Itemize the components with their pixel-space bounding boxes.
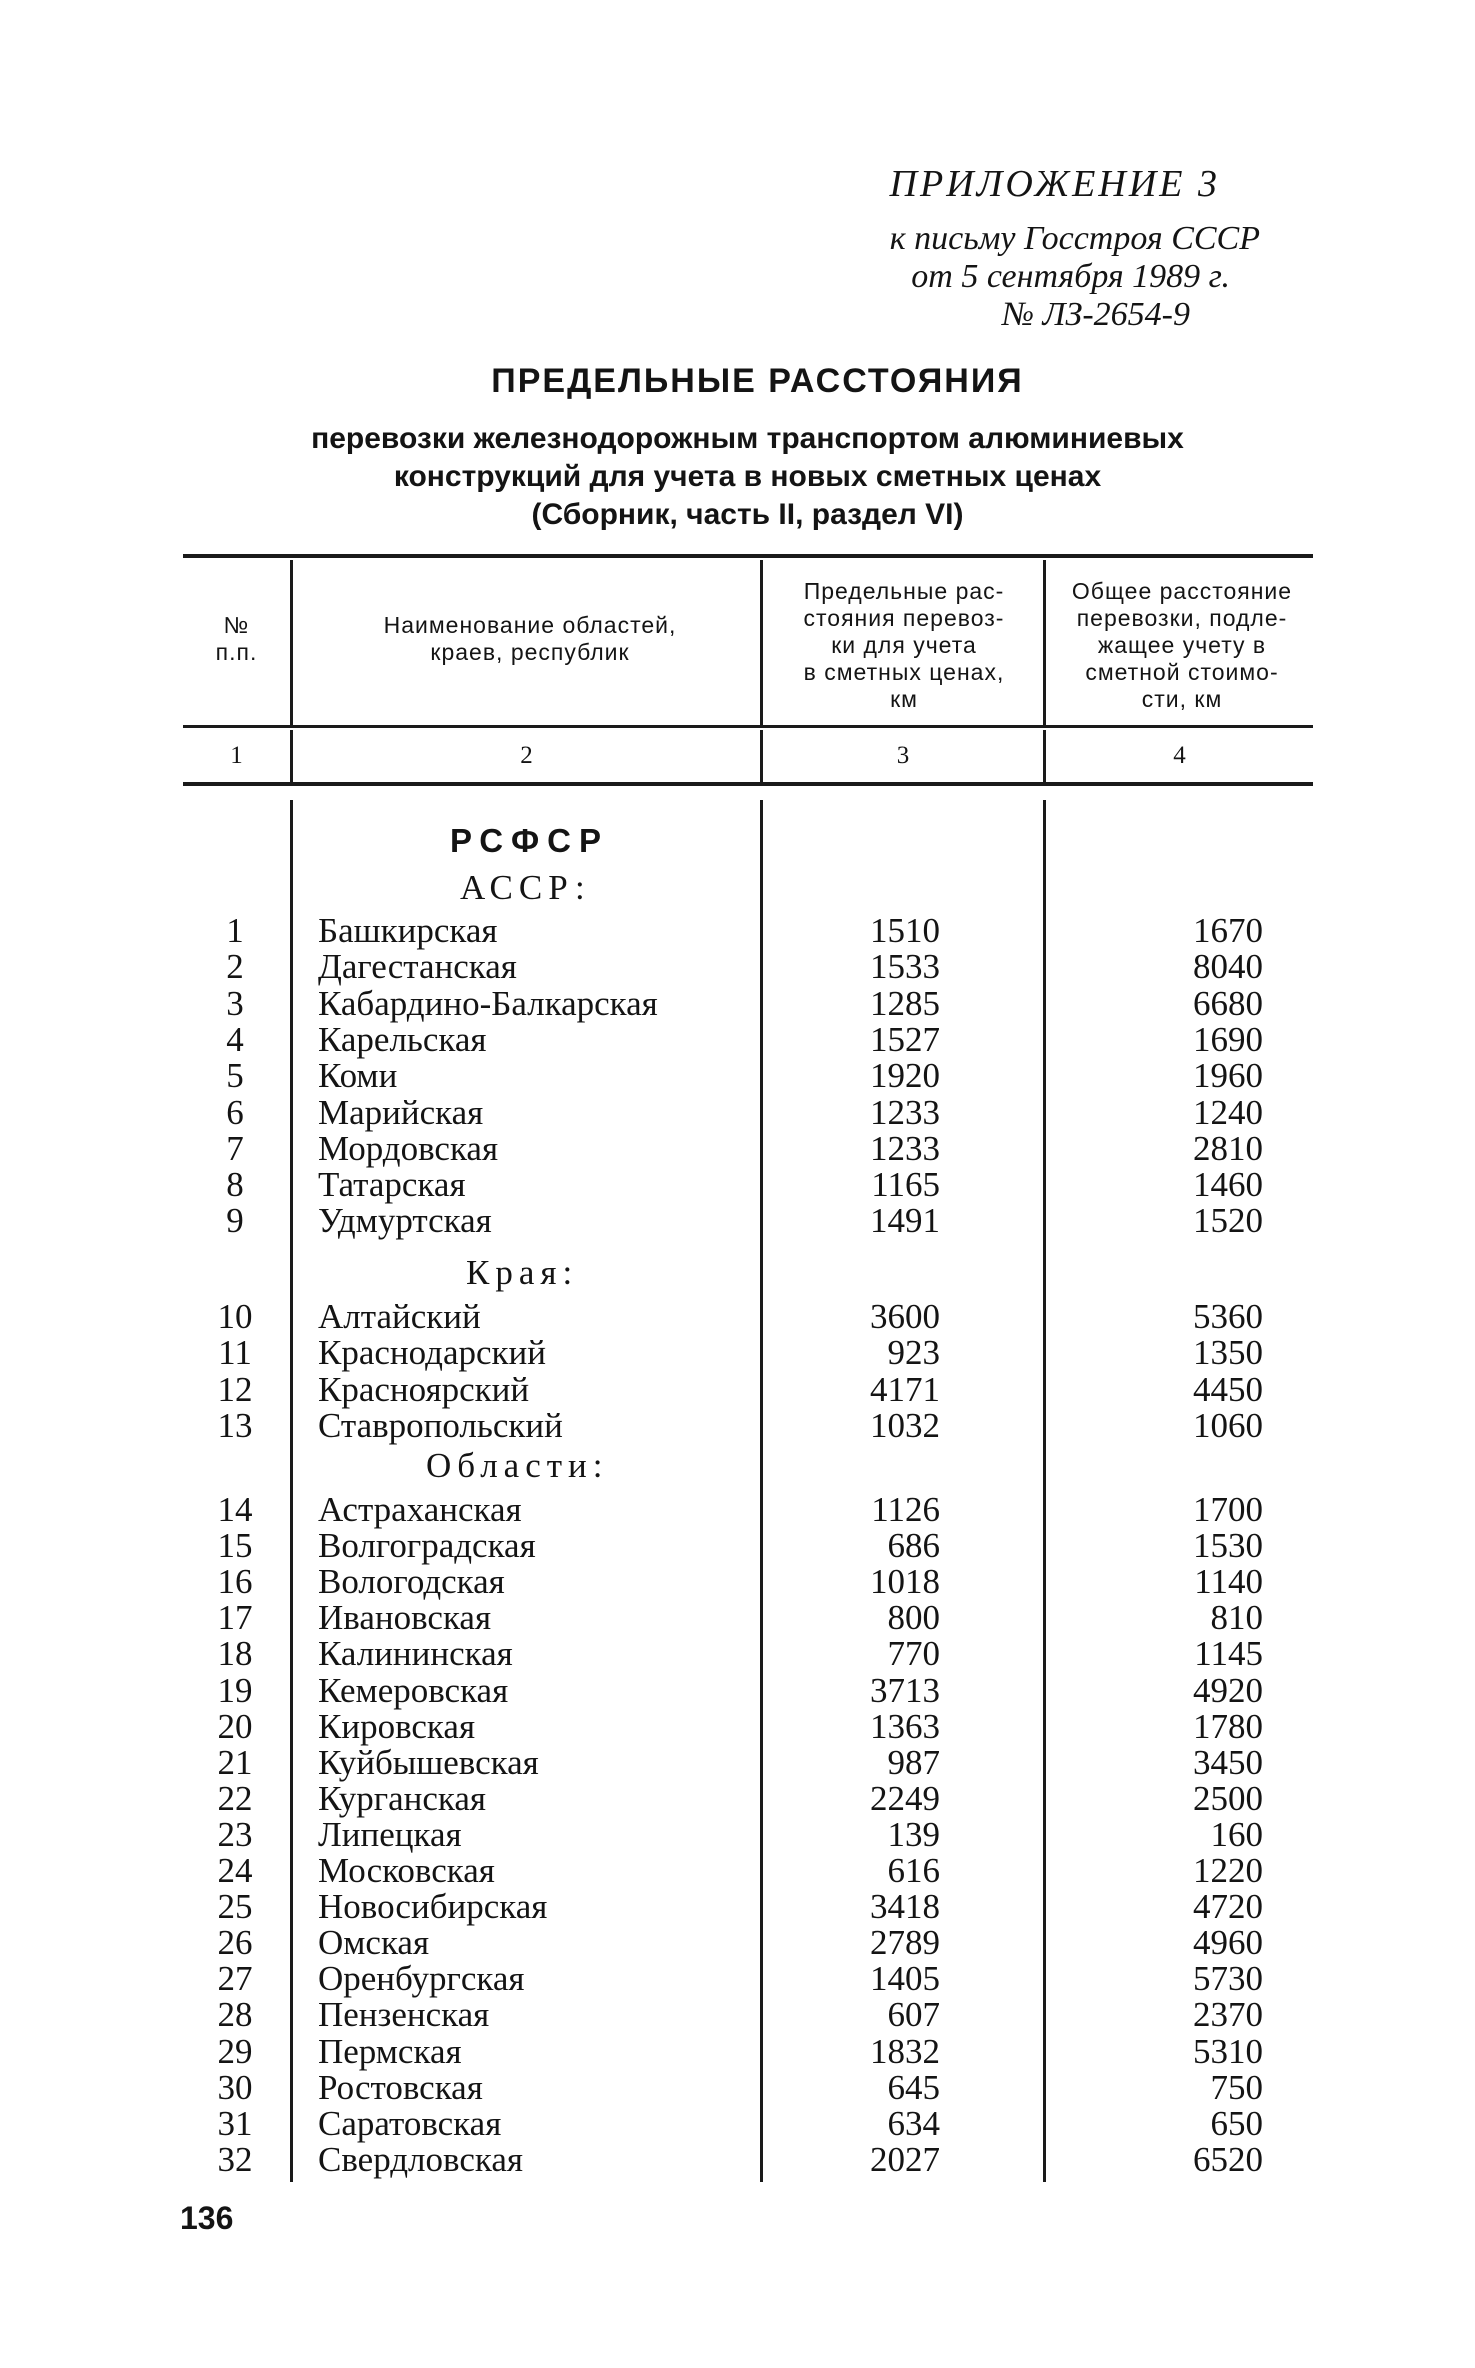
row-number: 21 <box>217 1742 253 1782</box>
table-row <box>0 1528 1475 1564</box>
row-total-distance: 4960 <box>1193 1923 1263 1963</box>
row-total-distance: 1780 <box>1193 1706 1263 1746</box>
row-limit-distance: 1285 <box>870 983 940 1023</box>
row-total-distance: 4920 <box>1193 1670 1263 1710</box>
table-row <box>0 1335 1475 1371</box>
table-row <box>0 1814 1475 1854</box>
row-region-name: Курганская <box>318 1778 486 1818</box>
row-limit-distance: 686 <box>887 1526 940 1566</box>
table-row <box>0 1889 1475 1925</box>
section-rsfsr: РСФСР <box>450 822 610 859</box>
appendix-title: ПРИЛОЖЕНИЕ 3 <box>889 163 1220 205</box>
row-total-distance: 1145 <box>1194 1634 1263 1674</box>
row-region-name: Липецкая <box>318 1814 462 1854</box>
appendix-block <box>890 160 1260 334</box>
row-total-distance: 6520 <box>1193 2139 1263 2179</box>
table-row <box>0 2031 1475 2071</box>
row-number: 14 <box>217 1490 253 1529</box>
row-limit-distance: 1491 <box>870 1201 940 1241</box>
table-row <box>0 1299 1475 1335</box>
row-total-distance: 5310 <box>1193 2031 1263 2071</box>
subtitle-line-3: (Сборник, часть II, раздел VI) <box>531 498 964 531</box>
document-title: ПРЕДЕЛЬНЫЕ РАССТОЯНИЯ <box>491 362 1024 400</box>
row-region-name: Саратовская <box>318 2103 502 2143</box>
section-assr: АССР: <box>460 868 591 907</box>
appendix-number-line: № ЛЗ-2654-9 <box>1001 296 1190 333</box>
table-row <box>0 1058 1475 1094</box>
row-limit-distance: 1533 <box>870 947 940 987</box>
column-number-2: 2 <box>520 742 533 769</box>
row-number: 28 <box>217 1995 253 2035</box>
row-limit-distance: 1032 <box>870 1405 940 1445</box>
row-region-name: Краснодарский <box>318 1333 546 1373</box>
table-row <box>0 1167 1475 1203</box>
appendix-letter-line: к письму Госстроя СССР <box>889 220 1260 257</box>
row-total-distance: 2500 <box>1193 1778 1263 1818</box>
row-region-name: Пензенская <box>318 1995 490 2035</box>
header-divider-3 <box>1043 560 1046 725</box>
row-number: 1 <box>226 911 244 950</box>
table-row <box>0 1636 1475 1672</box>
row-region-name: Куйбышевская <box>318 1742 539 1782</box>
row-region-name: Кемеровская <box>318 1670 509 1710</box>
row-number: 8 <box>226 1165 244 1205</box>
row-limit-distance: 645 <box>887 2067 940 2107</box>
row-total-distance: 6680 <box>1193 983 1263 1023</box>
row-total-distance: 160 <box>1210 1814 1263 1854</box>
table-row <box>0 1492 1475 1528</box>
section-oblasti: Области: <box>426 1446 609 1485</box>
document-subtitle <box>10 420 1475 534</box>
column-number-1: 1 <box>230 742 243 769</box>
row-number: 26 <box>217 1923 253 1963</box>
row-total-distance: 650 <box>1210 2103 1263 2143</box>
row-total-distance: 1670 <box>1193 911 1263 950</box>
row-number: 18 <box>217 1634 253 1674</box>
row-number: 23 <box>217 1814 253 1854</box>
header-bottom-rule <box>183 725 1313 728</box>
row-number: 19 <box>217 1670 253 1710</box>
table-row <box>0 1778 1475 1818</box>
table-row <box>0 1742 1475 1782</box>
row-region-name: Кировская <box>318 1706 476 1746</box>
row-limit-distance: 634 <box>887 2103 940 2143</box>
row-limit-distance: 1405 <box>870 1959 940 1999</box>
table-row <box>0 1961 1475 1997</box>
row-total-distance: 5360 <box>1193 1297 1263 1336</box>
header-divider-1 <box>290 560 293 725</box>
table-row <box>0 983 1475 1023</box>
row-region-name: Оренбургская <box>318 1959 525 1999</box>
row-total-distance: 1220 <box>1193 1851 1263 1890</box>
row-region-name: Марийская <box>318 1092 484 1132</box>
row-total-distance: 8040 <box>1193 947 1263 987</box>
header-region-name: Наименование областей, краев, республик <box>383 612 677 665</box>
table-row <box>0 1203 1475 1239</box>
row-region-name: Ростовская <box>318 2067 483 2107</box>
row-total-distance: 1460 <box>1193 1165 1263 1205</box>
row-limit-distance: 3600 <box>870 1297 940 1336</box>
row-limit-distance: 1018 <box>870 1562 940 1602</box>
table-row <box>0 1092 1475 1132</box>
row-limit-distance: 2789 <box>870 1923 940 1963</box>
row-limit-distance: 4171 <box>870 1369 940 1409</box>
column-number-4: 4 <box>1173 742 1186 769</box>
row-number: 7 <box>226 1128 244 1168</box>
row-total-distance: 1060 <box>1193 1405 1263 1445</box>
row-region-name: Свердловская <box>318 2139 523 2179</box>
row-number: 22 <box>217 1778 253 1818</box>
row-total-distance: 1140 <box>1194 1562 1263 1602</box>
row-limit-distance: 2027 <box>870 2139 940 2179</box>
table-row <box>0 1405 1475 1445</box>
table-row <box>0 949 1475 985</box>
row-total-distance: 1520 <box>1193 1201 1263 1241</box>
table-row <box>0 913 1475 949</box>
subtitle-line-2: конструкций для учета в новых сметных ценах <box>393 460 1102 493</box>
row-total-distance: 4720 <box>1193 1887 1263 1927</box>
row-total-distance: 5730 <box>1193 1959 1263 1999</box>
row-limit-distance: 1920 <box>870 1056 940 1096</box>
table-row <box>0 2067 1475 2107</box>
row-region-name: Удмуртская <box>318 1201 492 1241</box>
row-limit-distance: 1165 <box>871 1165 940 1205</box>
row-region-name: Алтайский <box>318 1297 481 1336</box>
row-number: 13 <box>217 1405 253 1445</box>
table-row <box>0 1925 1475 1961</box>
row-limit-distance: 2249 <box>870 1778 940 1818</box>
row-total-distance: 4450 <box>1193 1369 1263 1409</box>
row-number: 5 <box>226 1056 244 1096</box>
row-number: 25 <box>217 1887 253 1927</box>
row-number: 31 <box>217 2103 253 2143</box>
header-limit-distance: Предельные рас- стояния перевоз- ки для учета в сметных ценах, км <box>803 578 1005 712</box>
row-total-distance: 750 <box>1210 2067 1263 2107</box>
row-total-distance: 1240 <box>1193 1092 1263 1132</box>
row-region-name: Пермская <box>318 2031 462 2071</box>
row-number: 10 <box>217 1297 253 1336</box>
row-total-distance: 810 <box>1210 1598 1263 1638</box>
row-limit-distance: 923 <box>887 1333 940 1373</box>
row-limit-distance: 1233 <box>870 1128 940 1168</box>
column-number-3: 3 <box>896 742 910 769</box>
row-number: 9 <box>226 1201 244 1241</box>
table-row <box>0 1853 1475 1889</box>
row-limit-distance: 1233 <box>870 1092 940 1132</box>
table-row <box>0 1369 1475 1409</box>
row-number: 15 <box>217 1526 253 1566</box>
table-row <box>0 1670 1475 1710</box>
table-row <box>0 1019 1475 1059</box>
row-region-name: Дагестанская <box>318 947 517 987</box>
row-total-distance: 1350 <box>1193 1333 1263 1373</box>
row-number: 6 <box>226 1092 244 1132</box>
table-row <box>0 1997 1475 2033</box>
row-number: 29 <box>217 2031 253 2071</box>
row-limit-distance: 987 <box>887 1742 940 1782</box>
row-number: 24 <box>217 1851 253 1890</box>
colnum-bottom-rule <box>183 782 1313 786</box>
table-row <box>0 2139 1475 2179</box>
table-row <box>0 1706 1475 1746</box>
row-number: 27 <box>217 1959 253 1999</box>
row-region-name: Башкирская <box>318 911 498 950</box>
row-limit-distance: 770 <box>887 1634 940 1674</box>
table-top-rule <box>183 554 1313 558</box>
row-total-distance: 1690 <box>1193 1019 1263 1059</box>
row-region-name: Коми <box>318 1056 398 1096</box>
row-limit-distance: 1126 <box>871 1490 940 1529</box>
row-region-name: Мордовская <box>318 1128 499 1168</box>
row-region-name: Омская <box>318 1923 430 1963</box>
row-number: 17 <box>217 1598 253 1638</box>
row-total-distance: 2370 <box>1193 1995 1263 2035</box>
row-region-name: Калининская <box>318 1634 513 1674</box>
row-region-name: Карельская <box>318 1019 487 1059</box>
table-row <box>0 1600 1475 1636</box>
row-limit-distance: 1527 <box>870 1019 940 1059</box>
section-kraya: Края: <box>466 1253 579 1292</box>
row-limit-distance: 607 <box>887 1995 940 2035</box>
row-number: 11 <box>218 1333 252 1373</box>
row-total-distance: 1700 <box>1193 1490 1263 1529</box>
row-total-distance: 2810 <box>1193 1128 1263 1168</box>
row-region-name: Ивановская <box>318 1598 492 1638</box>
row-limit-distance: 139 <box>887 1814 940 1854</box>
header-total-distance: Общее расстояние перевозки, подле- жащее учету в сметной стоимо- сти, км <box>1071 578 1293 712</box>
row-number: 2 <box>226 947 244 987</box>
table-row <box>0 1564 1475 1600</box>
row-limit-distance: 1832 <box>870 2031 940 2071</box>
row-total-distance: 1530 <box>1193 1526 1263 1566</box>
row-total-distance: 3450 <box>1193 1742 1263 1782</box>
row-number: 32 <box>217 2139 253 2179</box>
row-limit-distance: 3713 <box>870 1670 940 1710</box>
header-number: № п.п. <box>215 612 258 665</box>
row-region-name: Красноярский <box>318 1369 530 1409</box>
appendix-date-line: от 5 сентября 1989 г. <box>911 258 1230 295</box>
row-limit-distance: 1510 <box>870 911 940 950</box>
row-number: 3 <box>226 983 244 1023</box>
row-region-name: Астраханская <box>318 1490 522 1529</box>
row-number: 12 <box>217 1369 253 1409</box>
row-number: 16 <box>217 1562 253 1602</box>
row-region-name: Московская <box>318 1851 495 1890</box>
row-region-name: Вологодская <box>318 1562 505 1602</box>
row-number: 4 <box>226 1019 244 1059</box>
row-limit-distance: 1363 <box>870 1706 940 1746</box>
page-number: 136 <box>180 2200 234 2236</box>
row-limit-distance: 800 <box>887 1598 940 1638</box>
row-region-name: Новосибирская <box>318 1887 548 1927</box>
row-region-name: Волгоградская <box>318 1526 536 1566</box>
header-divider-2 <box>760 560 763 725</box>
table-row <box>0 1128 1475 1168</box>
subtitle-line-1: перевозки железнодорожным транспортом алюминиевых <box>311 422 1184 455</box>
row-region-name: Кабардино-Балкарская <box>318 983 658 1023</box>
row-limit-distance: 616 <box>887 1851 940 1890</box>
row-number: 30 <box>217 2067 253 2107</box>
row-total-distance: 1960 <box>1193 1056 1263 1096</box>
row-region-name: Татарская <box>318 1165 466 1205</box>
row-limit-distance: 3418 <box>870 1887 940 1927</box>
table-row <box>0 2103 1475 2143</box>
row-number: 20 <box>217 1706 253 1746</box>
row-region-name: Ставропольский <box>318 1405 563 1445</box>
